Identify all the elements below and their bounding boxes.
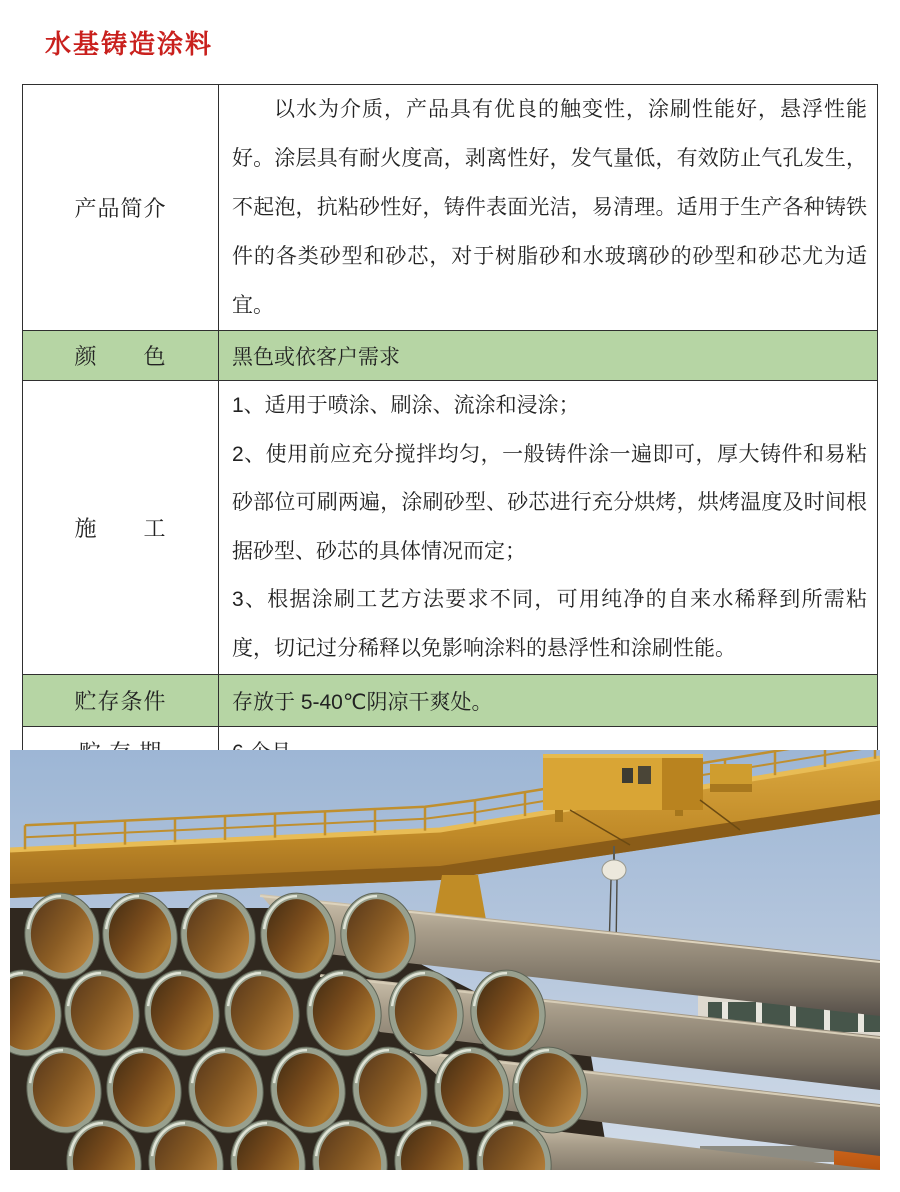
table-row (23, 381, 878, 675)
row-value-intro (219, 85, 878, 331)
row-label-color: 颜 色 (23, 331, 219, 381)
steel-pipes-crane-photo (10, 750, 880, 1170)
color-paragraph: 黑色或依客户需求 (232, 345, 400, 369)
row-value-storage-condition (219, 675, 878, 727)
row-value-application (219, 381, 878, 675)
row-label-intro: 产品简介 (23, 85, 219, 331)
storage-condition-paragraph: 存放于 5-40℃阴凉干爽处。 (232, 690, 493, 714)
row-value-color (219, 331, 878, 381)
table-row (23, 331, 878, 381)
product-spec-table (22, 84, 878, 776)
row-label-application: 施 工 (23, 381, 219, 675)
row-label-storage-condition: 贮存条件 (23, 675, 219, 727)
application-step-1: 1、适用于喷涂、刷涂、流涂和浸涂； (232, 394, 580, 417)
page-title: 水基铸造涂料 (45, 29, 214, 59)
application-step-3: 3、根据涂刷工艺方法要求不同，可用纯净的自来水稀释到所需粘度，切记过分稀释以免影响涂料的悬浮性和涂刷性能。 (232, 588, 867, 660)
table-row (23, 675, 878, 727)
product-photo (10, 750, 880, 1170)
intro-paragraph: 以水为介质，产品具有优良的触变性，涂刷性能好，悬浮性能好。涂层具有耐火度高，剥离性好，发气量低，有效防止气孔发生，不起泡，抗粘砂性好，铸件表面光洁，易清理。适用于生产各种铸铁件的各类砂型和砂芯，对于树脂砂和水玻璃砂的砂型和砂芯尤为适宜。 (232, 98, 867, 317)
table-row (23, 85, 878, 331)
application-step-2: 2、使用前应充分搅拌均匀，一般铸件涂一遍即可，厚大铸件和易粘砂部位可刷两遍，涂刷砂型、砂芯进行充分烘烤，烘烤温度及时间根据砂型、砂芯的具体情况而定； (232, 442, 867, 563)
